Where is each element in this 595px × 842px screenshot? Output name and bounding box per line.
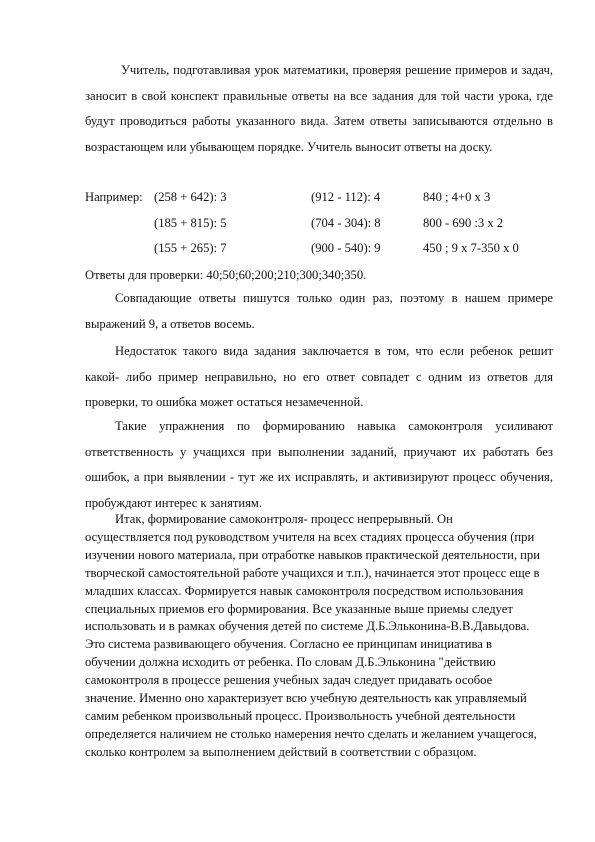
- example-expression: 450 ; 9 x 7-350 x 0: [423, 241, 519, 255]
- paragraph-self-control-formation: Итак, формирование самоконтроля- процесс непрерывный. Он осуществляется под руководством учителя на всех стадиях процесса обучения (при изучении нового материала, при отработке навыков практической деятельности, при творческой самостоятельной работе учащихся и т.п.), начинается этот процесс еще в младших классах. Формируется навык самоконтроля посредством использования специальных приемов его формирования. Все указанные выше приемы следует использовать и в рамках обучения детей по системе Д.Б.Эльконина-В.В.Давыдова. Это система развивающего обучения. Согласно ее принципам инициатива в обучении должна исходить от ребенка. По словам Д.Б.Эльконина "действию самоконтроля в процессе решения учебных задач следует придавать особое значение. Именно оно характеризует всю учебную деятельность как управляемый самим ребенком произвольный процесс. Произвольность учебной деятельности определяется наличием не столько намерения нечто сделать и желанием учащегося, сколько контролем за выполнением действий в соответствии с образцом.: [85, 512, 540, 759]
- example-expression: 840 ; 4+0 x 3: [423, 190, 491, 204]
- example-expression: (704 - 304): 8: [311, 215, 381, 230]
- example-expression: (900 - 540): 9: [311, 241, 381, 255]
- paragraph-exercises-benefits: Такие упражнения по формированию навыка самоконтроля усиливают ответственность у учащихся при выполнении заданий, приучают их работать без ошибок, а при выявлении - тут же их исправлять, и активизируют процесс обучения, пробуждают интерес к занятиям.: [85, 419, 553, 511]
- example-expression: (155 + 265): 7: [154, 241, 227, 255]
- examples-row: [85, 185, 553, 211]
- paragraph-teacher-preparation: Учитель, подготавливая урок математики, проверяя решение примеров и задач, заносит в свой конспект правильные ответы на все задания для той части урока, где будут проводиться работы указанного вида. Затем ответы записываются отдельно в возрастающем или убывающем порядке. Учитель выносит ответы на доску.: [85, 63, 553, 155]
- examples-table: [85, 185, 553, 262]
- examples-row: [85, 236, 553, 262]
- examples-row: [85, 211, 553, 237]
- examples-prefix: Например:: [85, 190, 143, 204]
- example-expression: (185 + 815): 5: [154, 215, 227, 230]
- paragraph-drawback: Недостаток такого вида задания заключается в том, что если ребенок решит какой- либо пример неправильно, но его ответ совпадет с одним из ответов для проверки, то ошибка может остаться незамеченной.: [85, 344, 553, 410]
- example-expression: 800 - 690 :3 x 2: [423, 215, 504, 230]
- paragraph-matching-answers: Совпадающие ответы пишутся только один раз, поэтому в нашем примере выражений 9, а ответов восемь.: [85, 291, 553, 331]
- example-expression: (258 + 642): 3: [154, 190, 227, 204]
- answers-line: Ответы для проверки: 40;50;60;200;210;300;340;350.: [85, 268, 367, 282]
- example-expression: (912 - 112): 4: [311, 190, 381, 204]
